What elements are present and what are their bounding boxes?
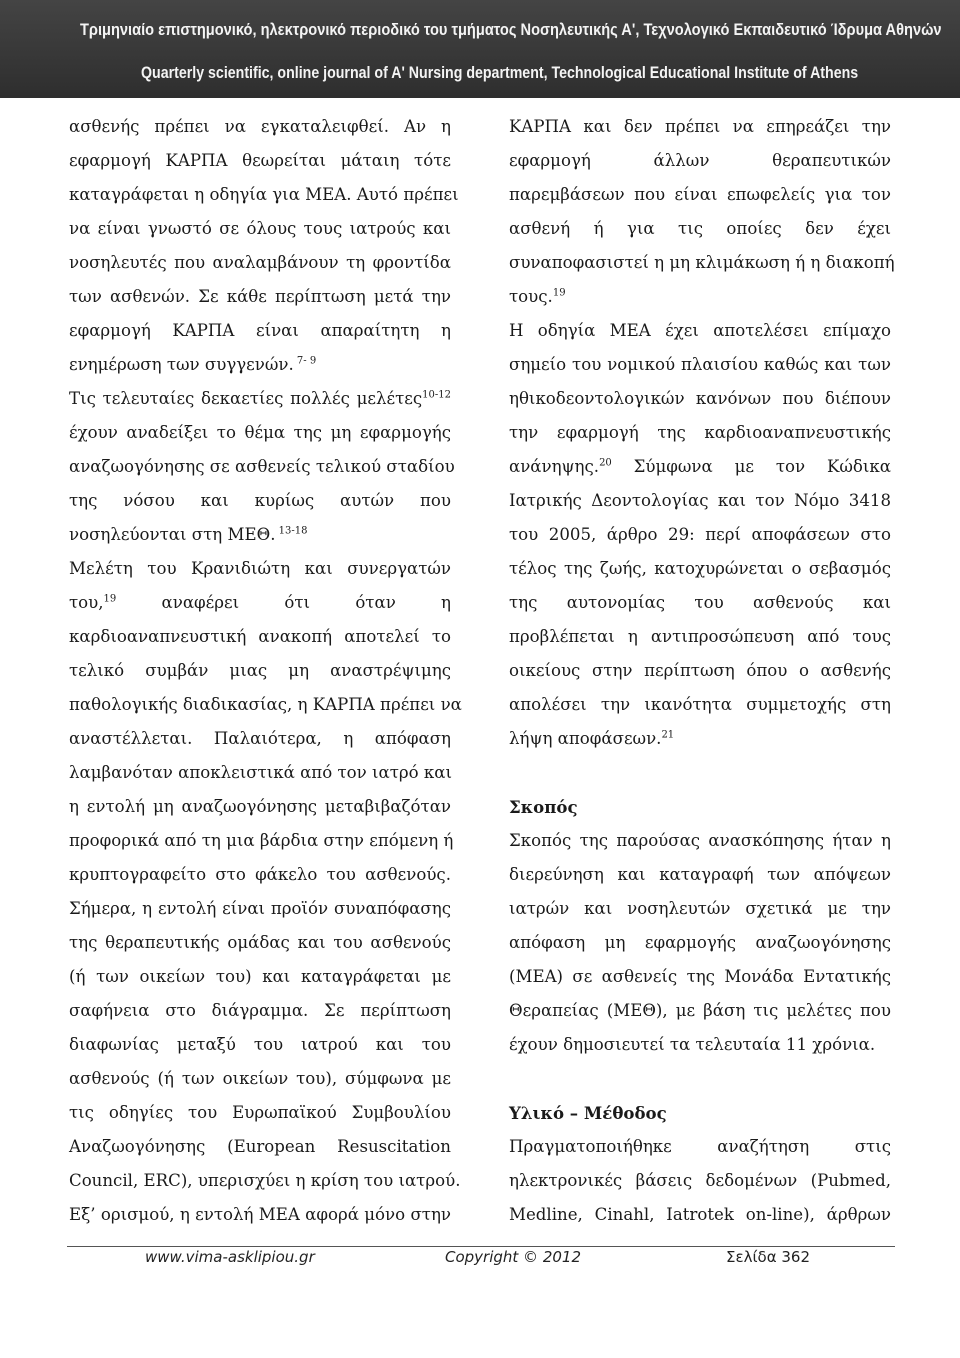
- text-line: [69, 215, 451, 249]
- line-text: προφορικά από τη μια βάρδια στην επόμενη ή: [69, 831, 454, 850]
- line-text: (ή των οικείων του) και καταγράφεται με: [69, 967, 451, 986]
- line-text-tail: Σύμφωνα με τον Κώδικα: [611, 457, 891, 476]
- text-line: [509, 215, 891, 249]
- line-text: έχουν δημοσιευτεί τα τελευταία 11 χρόνια.: [509, 1035, 876, 1054]
- line-text: της θεραπευτικής ομάδας και του ασθενούς: [69, 933, 451, 952]
- text-line: [69, 1065, 451, 1099]
- text-line: [509, 249, 895, 283]
- line-text: Θεραπείας (ΜΕΘ), με βάση τις μελέτες που: [509, 1001, 891, 1020]
- line-text: ασθενής πρέπει να εγκαταλειφθεί. Αν η: [69, 117, 451, 136]
- text-line: [69, 623, 451, 657]
- text-line: [69, 453, 455, 487]
- line-text: ανάνηψης.: [509, 457, 600, 476]
- text-line: [69, 589, 451, 623]
- text-line: [509, 1201, 891, 1235]
- line-text: προβλέπεται η αντιπροσώπευση από τους: [509, 627, 891, 646]
- line-text: Αναζωογόνησης (European Resuscitation: [69, 1137, 451, 1156]
- text-line: [509, 147, 891, 181]
- text-line: [509, 827, 891, 861]
- text-line: [69, 827, 454, 861]
- footer-website[interactable]: www.vima-asklipiou.gr: [145, 1248, 315, 1266]
- citation-superscript: 13-18: [275, 525, 308, 537]
- line-text: τελικό συμβάν μιας μη αναστρέψιμης: [69, 661, 451, 680]
- line-text: σαφήνεια στο διάγραμμα. Σε περίπτωση: [69, 1001, 451, 1020]
- text-line: [509, 453, 891, 487]
- line-text: παρεμβάσεων που είναι επωφελείς για τον: [509, 185, 891, 204]
- line-text: της αυτονομίας του ασθενούς και: [509, 593, 891, 612]
- text-line: [69, 283, 451, 317]
- line-text: της νόσου και κυρίως αυτών που: [69, 491, 451, 510]
- text-line: [69, 147, 451, 181]
- line-text: κρυπτογραφείτο στο φάκελο του ασθενούς.: [69, 865, 451, 884]
- line-text: Σήμερα, η εντολή είναι προϊόν συναπόφασης: [69, 899, 451, 918]
- footer-page-number: Σελίδα 362: [726, 1248, 811, 1266]
- citation-superscript: 7- 9: [293, 355, 317, 367]
- header-english-title: Quarterly scientific, online journal of A' Nursing department, Technological Educational Institute of Athens: [141, 64, 859, 82]
- line-text: Council, ERC), υπερισχύει η κρίση του ιατρού.: [69, 1171, 461, 1190]
- line-text: Υλικό – Μέθοδος: [509, 1103, 667, 1123]
- line-text: συναποφασιστεί η μη κλιμάκωση ή η διακοπή: [509, 253, 895, 272]
- text-line: [509, 555, 891, 589]
- text-line: [509, 1167, 891, 1201]
- line-text: νοσηλευτές που αναλαμβάνουν τη φροντίδα: [69, 253, 451, 272]
- line-text: διαφωνίας μεταξύ του ιατρού και του: [69, 1035, 451, 1054]
- text-line: [509, 997, 891, 1031]
- line-text: αναζωογόνησης σε ασθενείς τελικού σταδίου: [69, 457, 455, 476]
- text-line: [69, 793, 451, 827]
- line-text: εφαρμογή άλλων θεραπευτικών: [509, 151, 891, 170]
- text-line: [69, 691, 462, 725]
- line-text: έχουν αναδείξει το θέμα της μη εφαρμογής: [69, 423, 451, 442]
- line-text: ΚΑΡΠΑ και δεν πρέπει να επηρεάζει την: [509, 117, 891, 136]
- text-line: [69, 1201, 451, 1235]
- text-line: [509, 385, 891, 419]
- header-greek-title: Τριμηνιαίο επιστημονικό, ηλεκτρονικό περιοδικό του τμήματος Νοσηλευτικής Α', Τεχνολογικό Εκπαιδευτικό Ίδρυμα Αθηνών: [80, 20, 942, 39]
- paragraph-gap: [509, 1065, 891, 1099]
- line-text: παθολογικής διαδικασίας, η ΚΑΡΠΑ πρέπει να: [69, 695, 462, 714]
- line-text: τις οδηγίες του Ευρωπαϊκού Συμβουλίου: [69, 1103, 451, 1122]
- text-line: [509, 963, 891, 997]
- text-line: [69, 997, 451, 1031]
- text-line: [69, 657, 451, 691]
- text-line: [509, 861, 891, 895]
- line-text: νοσηλεύονται στη ΜΕΘ.: [69, 525, 276, 544]
- section-heading: [509, 1099, 891, 1133]
- line-text: τέλος της ζωής, κατοχυρώνεται ο σεβασμός: [509, 559, 891, 578]
- line-text: ηλεκτρονικές βάσεις δεδομένων (Pubmed,: [509, 1171, 891, 1190]
- section-heading: [509, 793, 891, 827]
- line-text-tail: αναφέρει ότι όταν η: [116, 593, 451, 612]
- text-line: [69, 895, 451, 929]
- text-line: [69, 1133, 451, 1167]
- text-line: [69, 419, 451, 453]
- text-line: [509, 1031, 891, 1065]
- left-text-column: [69, 113, 462, 1235]
- line-text: Πραγματοποιήθηκε αναζήτηση στις: [509, 1137, 891, 1156]
- line-text: λαμβανόταν αποκλειστικά από τον ιατρό και: [69, 763, 452, 782]
- text-line: [509, 929, 891, 963]
- line-text: λήψη αποφάσεων.: [509, 729, 662, 748]
- text-line: [69, 963, 451, 997]
- text-line: [69, 521, 451, 555]
- citation-superscript: 19: [103, 593, 117, 605]
- text-line: [509, 1133, 891, 1167]
- text-line: [509, 113, 891, 147]
- line-text: καρδιοαναπνευστική ανακοπή αποτελεί το: [69, 627, 451, 646]
- text-line: [509, 283, 891, 317]
- line-text: Η οδηγία ΜΕΑ έχει αποτελέσει επίμαχο: [509, 321, 891, 340]
- text-line: [69, 487, 451, 521]
- line-text: απολέσει την ικανότητα συμμετοχής στη: [509, 695, 891, 714]
- text-line: [69, 249, 451, 283]
- line-text: ενημέρωση των συγγενών.: [69, 355, 294, 374]
- journal-header-banner: [0, 0, 960, 98]
- text-line: [69, 759, 451, 793]
- text-line: [509, 623, 891, 657]
- footer-copyright: Copyright © 2012: [445, 1248, 582, 1266]
- line-text: εφαρμογή ΚΑΡΠΑ θεωρείται μάταιη τότε: [69, 151, 451, 170]
- line-text: Medline, Cinahl, Iatrotek on-line), άρθρων: [509, 1205, 891, 1224]
- text-line: [509, 351, 891, 385]
- text-line: [69, 725, 451, 759]
- text-line: [509, 317, 891, 351]
- line-text: εφαρμογή ΚΑΡΠΑ είναι απαραίτητη η: [69, 321, 451, 340]
- line-text: Μελέτη του Κρανιδιώτη και συνεργατών: [69, 559, 451, 578]
- line-text: απόφαση μη εφαρμογής αναζωογόνησης: [509, 933, 891, 952]
- right-text-column: [509, 113, 895, 1235]
- text-line: [509, 487, 891, 521]
- text-line: [509, 725, 891, 759]
- line-text: να είναι γνωστό σε όλους τους ιατρούς και: [69, 219, 451, 238]
- line-text: ασθενή ή για τις οποίες δεν έχει: [509, 219, 891, 238]
- line-text: ασθενούς (ή των οικείων του), σύμφωνα με: [69, 1069, 451, 1088]
- citation-superscript: 19: [552, 287, 566, 299]
- line-text: αναστέλλεται. Παλαιότερα, η απόφαση: [69, 729, 451, 748]
- citation-superscript: 21: [661, 729, 675, 741]
- text-line: [69, 113, 451, 147]
- text-line: [509, 181, 891, 215]
- text-line: [509, 521, 891, 555]
- line-text: τους.: [509, 287, 553, 306]
- text-line: [509, 657, 891, 691]
- text-line: [69, 351, 451, 385]
- line-text: την εφαρμογή της καρδιοαναπνευστικής: [509, 423, 891, 442]
- text-line: [509, 589, 891, 623]
- citation-superscript: 10-12: [422, 389, 451, 401]
- line-text: Ιατρικής Δεοντολογίας και τον Νόμο 3418: [509, 491, 891, 510]
- text-line: [69, 929, 451, 963]
- line-text: ηθικοδεοντολογικών κανόνων που διέπουν: [509, 389, 891, 408]
- text-line: [509, 895, 891, 929]
- line-text: Σκοπός: [509, 797, 578, 817]
- line-text: η εντολή μη αναζωογόνησης μεταβιβαζόταν: [69, 797, 451, 816]
- text-line: [509, 691, 891, 725]
- text-line: [69, 385, 451, 419]
- paragraph-gap: [509, 759, 891, 793]
- line-text: διερεύνηση και καταγραφή των απόψεων: [509, 865, 891, 884]
- text-line: [69, 1167, 461, 1201]
- line-text: Τις τελευταίες δεκαετίες πολλές μελέτες: [69, 389, 423, 408]
- line-text: του 2005, άρθρο 29: περί αποφάσεων στο: [509, 525, 891, 544]
- line-text: των ασθενών. Σε κάθε περίπτωση μετά την: [69, 287, 451, 306]
- line-text: (ΜΕΑ) σε ασθενείς της Μονάδα Εντατικής: [509, 967, 891, 986]
- text-line: [69, 555, 451, 589]
- line-text: σημείο του νομικού πλαισίου καθώς και των: [509, 355, 891, 374]
- line-text: καταγράφεται η οδηγία για ΜΕΑ. Αυτό πρέπει: [69, 185, 459, 204]
- line-text: Σκοπός της παρούσας ανασκόπησης ήταν η: [509, 831, 891, 850]
- line-text: οικείους στην περίπτωση όπου ο ασθενής: [509, 661, 891, 680]
- text-line: [69, 317, 451, 351]
- line-text: του,: [69, 593, 104, 612]
- line-text: ιατρών και νοσηλευτών σχετικά με την: [509, 899, 891, 918]
- footer-divider: [67, 1246, 895, 1247]
- text-line: [69, 181, 459, 215]
- text-line: [509, 419, 891, 453]
- citation-superscript: 20: [599, 457, 612, 469]
- text-line: [69, 1099, 451, 1133]
- text-line: [69, 1031, 451, 1065]
- text-line: [69, 861, 451, 895]
- line-text: Εξ’ ορισμού, η εντολή ΜΕΑ αφορά μόνο στην: [69, 1205, 451, 1224]
